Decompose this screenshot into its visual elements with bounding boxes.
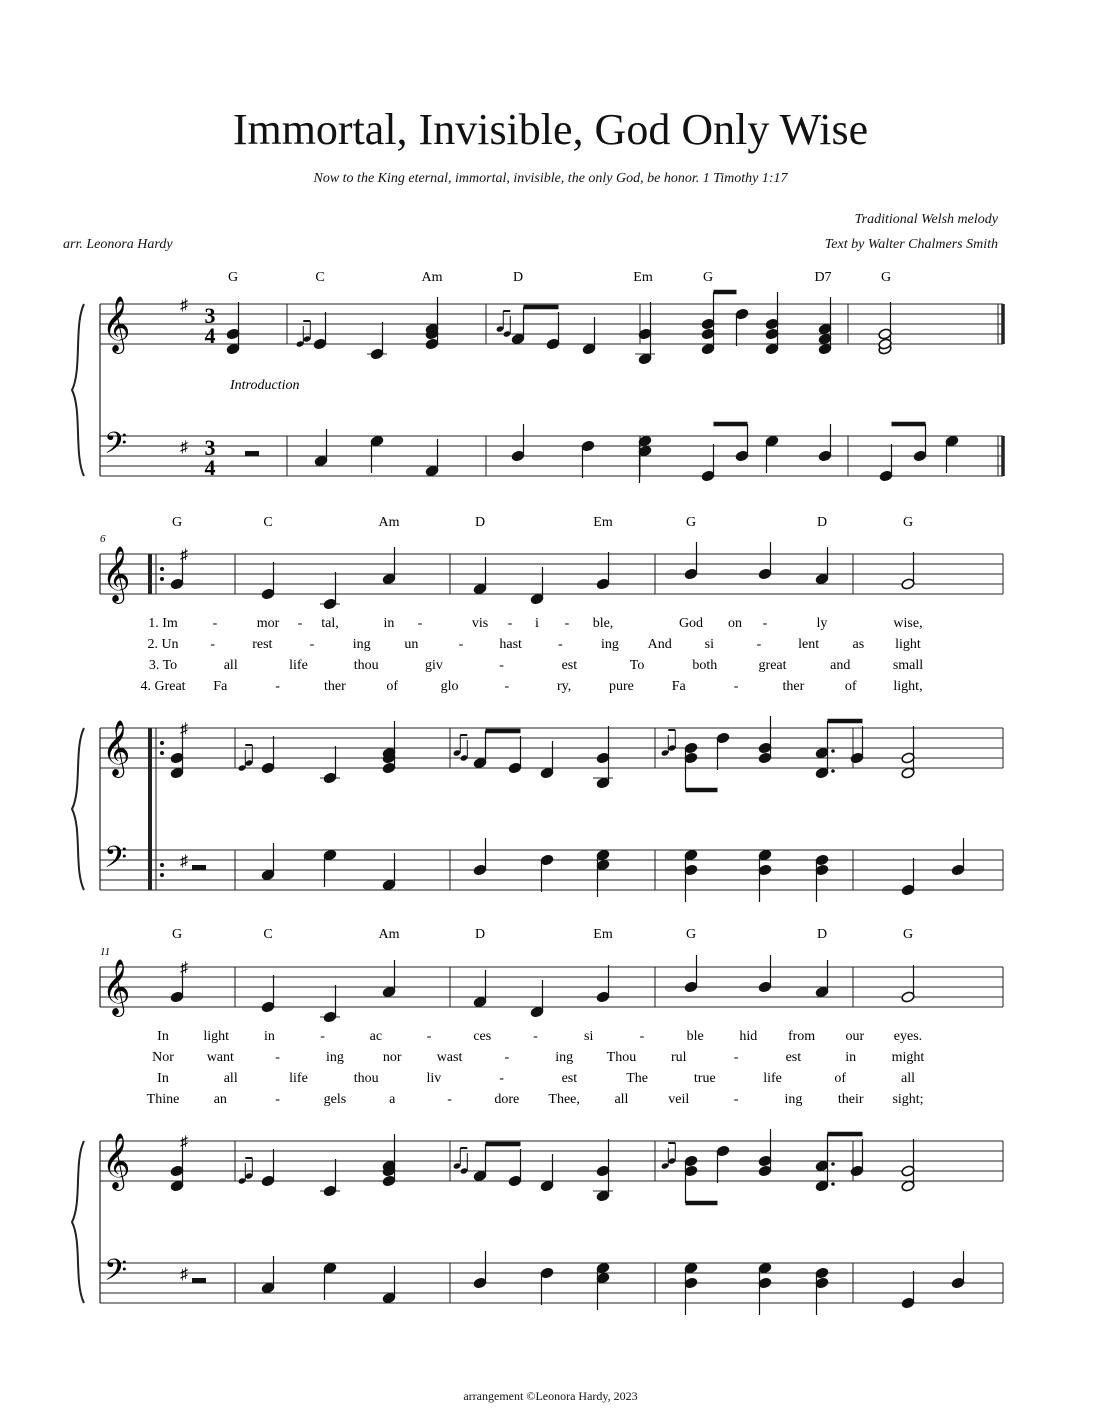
note xyxy=(758,1262,772,1315)
lyric-syllable: in xyxy=(845,1050,857,1065)
brace xyxy=(72,1141,84,1303)
note xyxy=(596,965,610,1003)
chord-symbol: C xyxy=(315,270,325,285)
note xyxy=(581,440,595,478)
note xyxy=(596,552,610,590)
lyric-syllable: est xyxy=(561,658,578,673)
lyric-syllable: ing xyxy=(325,1050,344,1065)
lyric-syllable: in xyxy=(263,1029,275,1044)
note xyxy=(370,435,384,473)
lyric-syllable: life xyxy=(289,658,308,673)
time-signature-bottom: 4 xyxy=(204,323,216,348)
note xyxy=(735,424,749,462)
note xyxy=(425,439,439,477)
chord-symbol: Am xyxy=(378,515,400,530)
note xyxy=(261,736,275,774)
note xyxy=(878,302,892,355)
lyric-syllable: of xyxy=(844,679,857,694)
note xyxy=(684,742,698,790)
note xyxy=(170,965,184,1003)
lyric-syllable: ble xyxy=(686,1029,704,1044)
lyric-syllable: - xyxy=(762,616,768,631)
lyric-syllable: all xyxy=(223,658,238,673)
lyric-syllable: - xyxy=(507,616,513,631)
lyric-syllable: - xyxy=(504,1050,510,1065)
lyric-syllable: - xyxy=(275,1092,280,1107)
lyric-syllable: giv xyxy=(424,658,443,673)
lyric-syllable: from xyxy=(787,1029,816,1044)
note xyxy=(261,843,275,881)
brace xyxy=(72,728,84,890)
note xyxy=(382,960,396,998)
lyric-syllable: thou xyxy=(353,1071,379,1086)
sharp-icon: ♯ xyxy=(180,721,188,738)
lyric-syllable: - xyxy=(212,616,218,631)
chord-symbol: D xyxy=(816,515,828,530)
lyric-syllable: - xyxy=(733,679,739,694)
sharp-icon: ♯ xyxy=(180,1134,188,1151)
lyric-syllable: ble, xyxy=(592,616,614,631)
lyric-syllable: - xyxy=(733,1050,739,1065)
composer-credit: Traditional Welsh melody xyxy=(854,212,998,227)
lyric-syllable: light xyxy=(203,1029,230,1044)
note xyxy=(758,716,772,764)
lyric-syllable: In xyxy=(157,1029,169,1044)
lyric-syllable: ing xyxy=(555,1050,574,1065)
lyric-syllable: - xyxy=(504,679,510,694)
lyric-syllable: si xyxy=(584,1029,594,1044)
chord-symbol: D xyxy=(816,927,828,942)
treble-clef-icon: 𝄞 xyxy=(102,298,131,351)
lyric-syllable: and xyxy=(830,658,851,673)
lyric-syllable: pure xyxy=(609,679,634,694)
note xyxy=(367,322,387,360)
note xyxy=(320,746,340,784)
lyric-syllable: lent xyxy=(798,637,820,652)
lyric-syllable: nor xyxy=(382,1050,402,1065)
lyric-syllable: - xyxy=(533,1029,538,1044)
note xyxy=(530,980,544,1018)
measure-number: 11 xyxy=(100,946,111,958)
note xyxy=(473,838,487,876)
chord-symbol: Em xyxy=(593,515,613,530)
note xyxy=(320,1159,340,1197)
note xyxy=(945,435,959,473)
lyric-syllable: tal, xyxy=(321,616,339,631)
lyric-syllable: si xyxy=(704,637,715,652)
introduction-label: Introduction xyxy=(230,378,300,393)
note xyxy=(170,552,184,590)
note xyxy=(901,1271,915,1309)
note xyxy=(815,721,835,779)
treble-clef-icon: 𝄞 xyxy=(102,961,131,1014)
lyric-syllable: Thou xyxy=(606,1050,637,1065)
lyric-syllable: To xyxy=(629,658,645,673)
lyric-syllable: hast xyxy=(499,637,522,652)
lyric-syllable: gels xyxy=(323,1092,347,1107)
note xyxy=(540,741,554,779)
lyric-syllable: ly xyxy=(816,616,828,631)
bass-staff xyxy=(100,436,1003,476)
lyric-syllable: dore xyxy=(494,1092,520,1107)
note xyxy=(684,542,698,580)
treble-clef-icon: 𝄞 xyxy=(102,722,131,775)
lyric-syllable: life xyxy=(763,1071,782,1086)
note xyxy=(716,732,730,770)
lyric-syllable: 4. Great xyxy=(140,679,186,694)
note xyxy=(850,726,864,764)
note xyxy=(758,955,772,993)
lyric-syllable: est xyxy=(561,1071,578,1086)
arranger-credit: arr. Leonora Hardy xyxy=(63,237,173,252)
note xyxy=(511,424,525,462)
measure-number: 6 xyxy=(100,533,106,545)
chord-symbol: D xyxy=(512,270,524,285)
lyric-syllable: Fa xyxy=(213,679,228,694)
lyric-syllable: - xyxy=(564,616,570,631)
treble-clef-icon: 𝄞 xyxy=(102,548,131,601)
lyric-syllable: 2. Un xyxy=(147,637,179,652)
note xyxy=(320,572,340,610)
sharp-icon: ♯ xyxy=(180,960,188,977)
lyric-syllable: ther xyxy=(324,679,346,694)
note xyxy=(901,552,915,590)
lyric-syllable: eyes. xyxy=(893,1029,923,1044)
sharp-icon: ♯ xyxy=(180,1266,188,1283)
note xyxy=(735,308,749,346)
lyric-syllable: of xyxy=(386,679,399,694)
bass-clef-icon: 𝄢 xyxy=(104,841,128,881)
lyric-syllable: want xyxy=(206,1050,234,1065)
sharp-icon: ♯ xyxy=(180,853,188,870)
score-subtitle: Now to the King eternal, immortal, invisible, the only God, be honor. 1 Timothy 1:17 xyxy=(313,171,788,186)
time-signature-top: 3 xyxy=(204,435,216,460)
note xyxy=(951,1251,965,1289)
note xyxy=(684,955,698,993)
note xyxy=(546,312,560,350)
chord-symbol: G xyxy=(685,515,697,530)
lyric-syllable: - xyxy=(275,1050,280,1065)
note xyxy=(815,960,829,998)
chord-symbol: G xyxy=(685,927,697,942)
lyric-syllable: - xyxy=(499,658,504,673)
lyric-syllable: - xyxy=(458,637,464,652)
lyric-syllable: true xyxy=(693,1071,716,1086)
lyric-syllable: - xyxy=(297,616,303,631)
note xyxy=(901,1139,915,1192)
lyric-syllable: - xyxy=(499,1071,504,1086)
lyric-syllable: Thee, xyxy=(548,1092,580,1107)
note xyxy=(508,736,522,774)
lyric-syllable: i xyxy=(535,616,539,631)
lyric-syllable: small xyxy=(892,658,924,673)
grace-note xyxy=(661,730,677,757)
note xyxy=(261,562,275,600)
lyric-syllable: on xyxy=(728,616,742,631)
lyric-syllable: a xyxy=(389,1092,396,1107)
half-rest xyxy=(245,451,259,456)
lyric-syllable: veil xyxy=(668,1092,690,1107)
chord-symbol: Em xyxy=(593,927,613,942)
note xyxy=(320,985,340,1023)
note xyxy=(818,424,832,462)
note xyxy=(226,302,240,355)
lyric-syllable: Fa xyxy=(671,679,686,694)
lyric-syllable: In xyxy=(157,1071,169,1086)
note xyxy=(815,1267,829,1315)
note xyxy=(540,854,554,892)
lyric-syllable: - xyxy=(275,679,280,694)
lyric-syllable: - xyxy=(417,616,423,631)
note xyxy=(473,1144,487,1182)
lyric-syllable: great xyxy=(758,658,787,673)
lyric-syllable: ing xyxy=(352,637,371,652)
brace xyxy=(72,304,84,476)
lyric-syllable: might xyxy=(891,1050,925,1065)
chord-symbol: C xyxy=(263,927,273,942)
lyric-syllable: as xyxy=(852,637,865,652)
chord-symbol: G xyxy=(171,927,183,942)
chord-symbol: G xyxy=(902,515,914,530)
lyric-syllable: life xyxy=(289,1071,308,1086)
lyric-syllable: all xyxy=(901,1071,915,1086)
lyric-syllable: in xyxy=(383,616,395,631)
lyric-syllable: God xyxy=(678,616,704,631)
lyric-syllable: - xyxy=(733,1092,739,1107)
lyric-syllable: ry, xyxy=(557,679,572,694)
lyric-syllable: glo xyxy=(440,679,459,694)
lyric-syllable: liv xyxy=(426,1071,442,1086)
chord-symbol: C xyxy=(263,515,273,530)
note xyxy=(508,1149,522,1187)
lyric-syllable: all xyxy=(223,1071,238,1086)
lyric-syllable: rul xyxy=(670,1050,687,1065)
chord-symbol: Am xyxy=(378,927,400,942)
lyric-syllable: Thine xyxy=(146,1092,180,1107)
lyric-syllable: mor xyxy=(256,616,280,631)
lyric-syllable: ing xyxy=(784,1092,803,1107)
sharp-icon: ♯ xyxy=(180,439,188,456)
lyric-syllable: wast xyxy=(436,1050,463,1065)
note xyxy=(684,849,698,902)
lyric-syllable: - xyxy=(309,637,315,652)
note xyxy=(684,1155,698,1203)
lyric-syllable: - xyxy=(447,1092,452,1107)
note xyxy=(758,1129,772,1177)
time-signature-top: 3 xyxy=(204,303,216,328)
chord-symbol: G xyxy=(702,270,714,285)
lyric-syllable: - xyxy=(557,637,563,652)
note xyxy=(530,567,544,605)
note xyxy=(879,444,893,482)
note xyxy=(850,1139,864,1177)
chord-symbol: D7 xyxy=(814,270,832,285)
note xyxy=(765,435,779,473)
lyric-syllable: - xyxy=(210,637,216,652)
note xyxy=(901,726,915,779)
chord-symbol: Am xyxy=(421,270,443,285)
note xyxy=(913,424,927,462)
lyric-syllable: - xyxy=(639,1029,645,1044)
sharp-icon: ♯ xyxy=(180,297,188,314)
lyric-syllable: ac xyxy=(369,1029,383,1044)
note xyxy=(382,853,396,891)
note xyxy=(540,1267,554,1305)
score-title: Immortal, Invisible, God Only Wise xyxy=(232,105,869,154)
treble-clef-icon: 𝄞 xyxy=(102,1135,131,1188)
note xyxy=(815,854,829,902)
lyric-syllable: ces xyxy=(473,1029,492,1044)
lyric-syllable: est xyxy=(785,1050,802,1065)
lyricist-credit: Text by Walter Chalmers Smith xyxy=(824,237,998,252)
note xyxy=(473,1251,487,1289)
note xyxy=(901,858,915,896)
note xyxy=(758,849,772,902)
note xyxy=(473,970,487,1008)
bass-clef-icon: 𝄢 xyxy=(104,1254,128,1294)
lyric-syllable: an xyxy=(213,1092,227,1107)
note xyxy=(313,312,327,350)
note xyxy=(323,1262,337,1300)
note xyxy=(901,965,915,1003)
note xyxy=(765,292,779,355)
chord-symbol: D xyxy=(474,515,486,530)
note xyxy=(951,838,965,876)
half-rest xyxy=(192,865,206,870)
chord-symbol: D xyxy=(474,927,486,942)
half-rest xyxy=(192,1278,206,1283)
lyric-syllable: thou xyxy=(353,658,379,673)
lyric-syllable: our xyxy=(845,1029,865,1044)
grace-note xyxy=(661,1143,677,1170)
note xyxy=(582,317,596,355)
note xyxy=(261,1256,275,1294)
lyric-syllable: un xyxy=(404,637,419,652)
lyric-syllable: light xyxy=(895,637,921,652)
sharp-icon: ♯ xyxy=(180,547,188,564)
note xyxy=(758,542,772,580)
note xyxy=(511,307,525,345)
note xyxy=(540,1154,554,1192)
copyright-notice: arrangement ©Leonora Hardy, 2023 xyxy=(463,1389,638,1403)
chord-symbol: G xyxy=(880,270,892,285)
note xyxy=(170,726,184,779)
lyric-syllable: wise, xyxy=(893,616,923,631)
lyric-syllable: 1. Im xyxy=(148,616,178,631)
note xyxy=(382,547,396,585)
note xyxy=(473,731,487,769)
lyric-syllable: vis xyxy=(471,616,489,631)
lyric-syllable: - xyxy=(320,1029,325,1044)
lyric-syllable: rest xyxy=(252,637,273,652)
chord-symbol: Em xyxy=(633,270,653,285)
lyric-syllable: their xyxy=(837,1092,864,1107)
note xyxy=(323,849,337,887)
lyric-syllable: Nor xyxy=(152,1050,174,1065)
note xyxy=(815,547,829,585)
note xyxy=(382,1266,396,1304)
note xyxy=(170,1139,184,1192)
note xyxy=(684,1262,698,1315)
lyric-syllable: ing xyxy=(601,637,619,652)
lyric-syllable: light, xyxy=(893,679,923,694)
note xyxy=(716,1145,730,1183)
lyric-syllable: - xyxy=(426,1029,432,1044)
bass-clef-icon: 𝄢 xyxy=(104,427,128,467)
note xyxy=(314,429,328,467)
lyric-syllable: all xyxy=(614,1092,629,1107)
lyric-syllable: hid xyxy=(739,1029,758,1044)
chord-symbol: G xyxy=(902,927,914,942)
note xyxy=(818,297,832,355)
lyric-syllable: of xyxy=(834,1071,847,1086)
note xyxy=(473,557,487,595)
lyric-syllable: ther xyxy=(782,679,805,694)
time-signature-bottom: 4 xyxy=(204,455,216,480)
note xyxy=(701,444,715,482)
note xyxy=(815,1134,835,1192)
lyric-syllable: And xyxy=(647,637,672,652)
note xyxy=(701,292,715,355)
lyric-syllable: 3. To xyxy=(148,658,178,673)
lyric-syllable: The xyxy=(626,1071,648,1086)
chord-symbol: G xyxy=(227,270,239,285)
lyric-syllable: both xyxy=(692,658,718,673)
chord-symbol: G xyxy=(171,515,183,530)
note xyxy=(261,975,275,1013)
lyric-syllable: - xyxy=(756,637,762,652)
note xyxy=(261,1149,275,1187)
lyric-syllable: sight; xyxy=(892,1092,924,1107)
